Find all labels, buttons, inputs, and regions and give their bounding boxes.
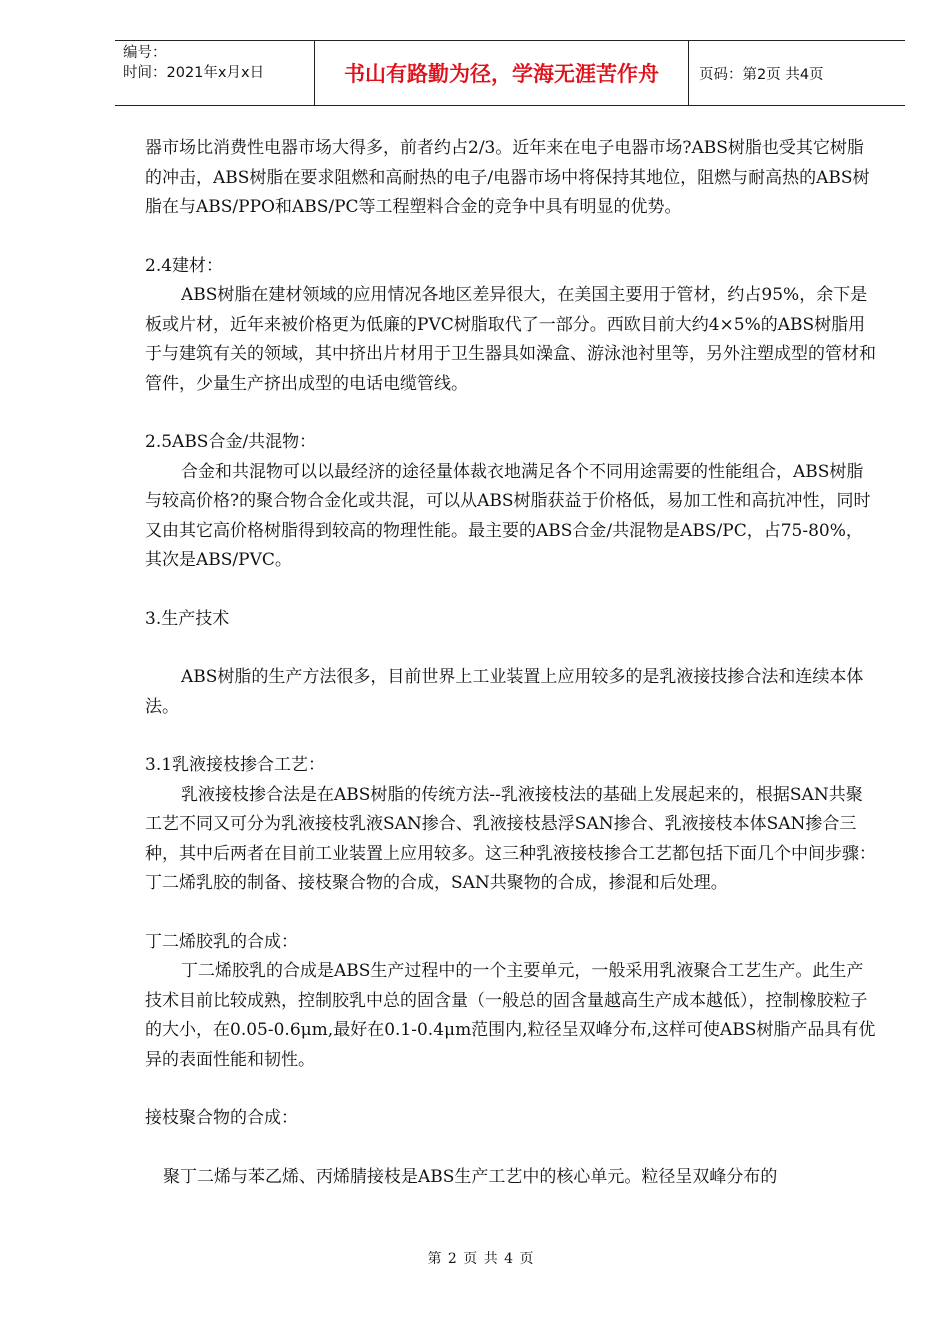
paragraph-latex-synthesis: 丁二烯胶乳的合成是ABS生产过程中的一个主要单元，一般采用乳液聚合工艺生产。此生产技术目前比较成熟，控制胶乳中总的固含量（一般总的固含量越高生产成本越低），控制橡胶粒子的大小，在0.05-0.6μm,最好在0.1-0.4μm范围内,粒径呈双峰分布,这样可使ABS树脂产品具有优异的表面性能和韧性。 bbox=[145, 961, 876, 1070]
header-meta-cell bbox=[115, 41, 315, 105]
document-time-label: 时间：2021年x月x日 bbox=[123, 65, 265, 81]
section-heading-2-5: 2.5ABS合金/共混物： bbox=[145, 432, 317, 452]
subheading-latex-synthesis: 丁二烯胶乳的合成： bbox=[145, 931, 298, 952]
document-header bbox=[115, 40, 905, 106]
section-heading-2-4: 2.4建材： bbox=[145, 255, 224, 276]
paragraph-continued: 器市场比消费性电器市场大得多，前者约占2/3。近年来在电子电器市场?ABS树脂也受其它树脂的冲击，ABS树脂在要求阻燃和高耐热的电子/电器市场中将保持其地位，阻燃与耐高热的ABS树脂在与ABS/PPO和ABS/PC等工程塑料合金的竞争中具有明显的优势。 bbox=[145, 138, 870, 217]
paragraph-2-5: 合金和共混物可以以最经济的途径量体裁衣地满足各个不同用途需要的性能组合，ABS树脂与较高价格?的聚合物合金化或共混，可以从ABS树脂获益于价格低，易加工性和高抗冲性，同时又由其它高价格树脂得到较高的物理性能。最主要的ABS合金/共混物是ABS/PC，占75-80%，其次是ABS/PVC。 bbox=[145, 461, 871, 570]
document-number-label: 编号： bbox=[123, 45, 167, 61]
header-page-info: 页码：第2页 共4页 bbox=[699, 66, 824, 83]
paragraph-graft-synthesis: 聚丁二烯与苯乙烯、丙烯腈接枝是ABS生产工艺中的核心单元。粒径呈双峰分布的 bbox=[163, 1166, 778, 1187]
header-motto: 书山有路勤为径，学海无涯苦作舟 bbox=[315, 41, 689, 105]
paragraph-2-4: ABS树脂在建材领域的应用情况各地区差异很大，在美国主要用于管材，约占95%，余下是板或片材，近年来被价格更为低廉的PVC树脂取代了一部分。西欧目前大约4×5%的ABS树脂用于与建筑有关的领域，其中挤出片材用于卫生器具如澡盒、游泳池衬里等，另外注塑成型的管材和管件，少量生产挤出成型的电话电缆管线。 bbox=[145, 285, 876, 394]
document-body bbox=[145, 134, 878, 1192]
subheading-graft-synthesis: 接枝聚合物的合成： bbox=[145, 1108, 298, 1128]
section-heading-3: 3.生产技术 bbox=[145, 608, 230, 629]
page-footer: 第 2 页 共 4 页 bbox=[427, 1251, 535, 1267]
section-heading-3-1: 3.1乳液接枝掺合工艺： bbox=[145, 755, 326, 775]
paragraph-3: ABS树脂的生产方法很多，目前世界上工业装置上应用较多的是乳液接技掺合法和连续本体法。 bbox=[145, 667, 864, 717]
paragraph-3-1: 乳液接枝掺合法是在ABS树脂的传统方法--乳液接枝法的基础上发展起来的，根据SAN共聚工艺不同又可分为乳液接枝乳液SAN掺合、乳液接枝悬浮SAN掺合、乳液接枝本体SAN掺合三种，其中后两者在目前工业装置上应用较多。这三种乳液接枝掺合工艺都包括下面几个中间步骤：丁二烯乳胶的制备、接枝聚合物的合成，SAN共聚物的合成，掺混和后处理。 bbox=[145, 784, 876, 893]
